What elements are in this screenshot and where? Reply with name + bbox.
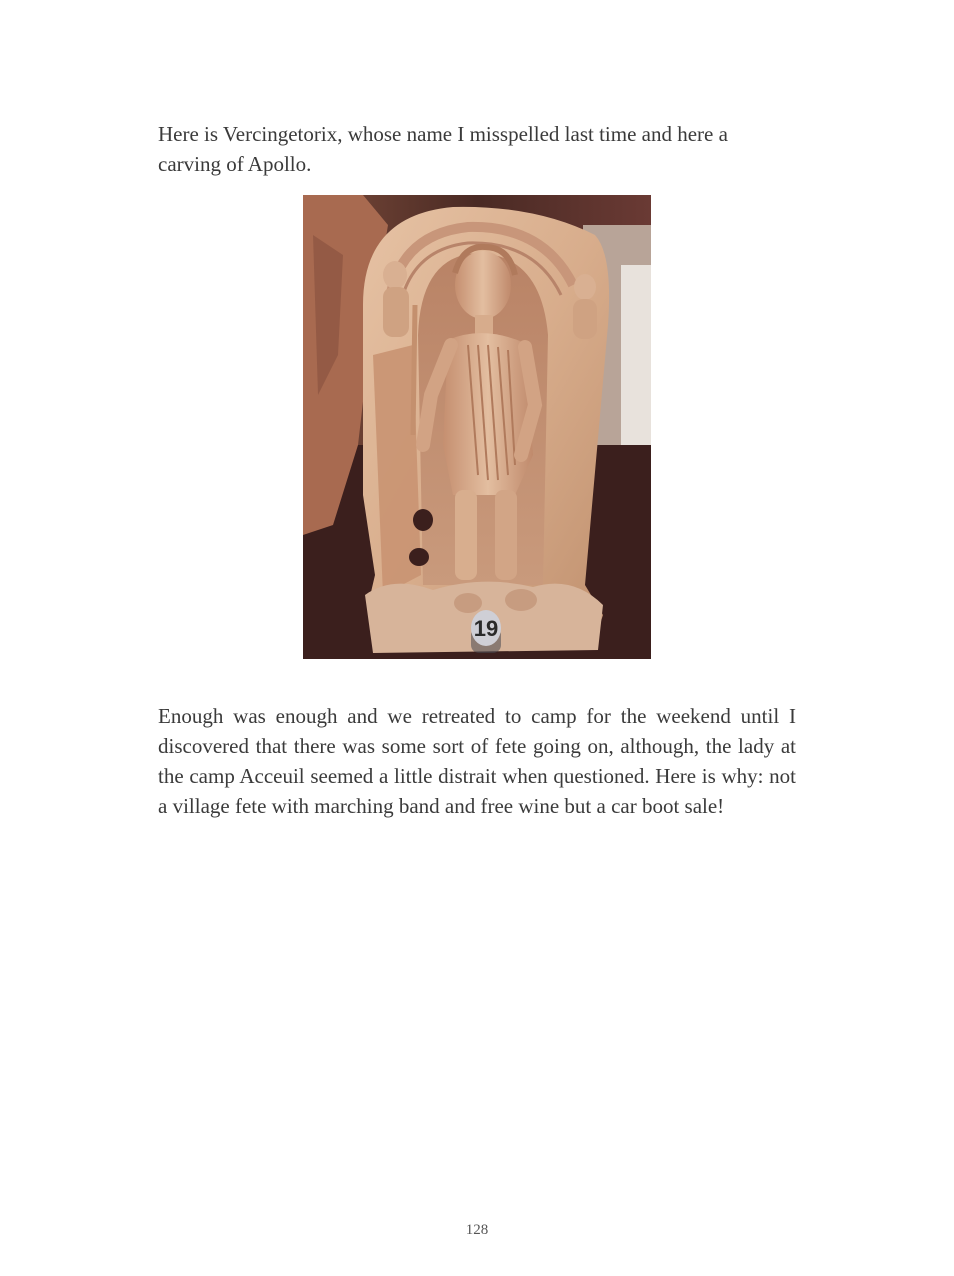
page-number: 128 bbox=[465, 1222, 489, 1238]
paragraph-intro: Here is Vercingetorix, whose name I misspelled last time and here a carving of Apollo. bbox=[158, 122, 728, 176]
paragraph-fete: Enough was enough and we retreated to camp for the weekend until I discovered that there was some sort of fete going on, although, the lady at the camp Acceuil seemed a little distrait when questioned. Here is why: not a village fete with marching band and free wine but a car boot sale! bbox=[158, 704, 796, 818]
apollo-carving-photo bbox=[303, 195, 651, 659]
photo-number-label: 19 bbox=[473, 616, 499, 641]
